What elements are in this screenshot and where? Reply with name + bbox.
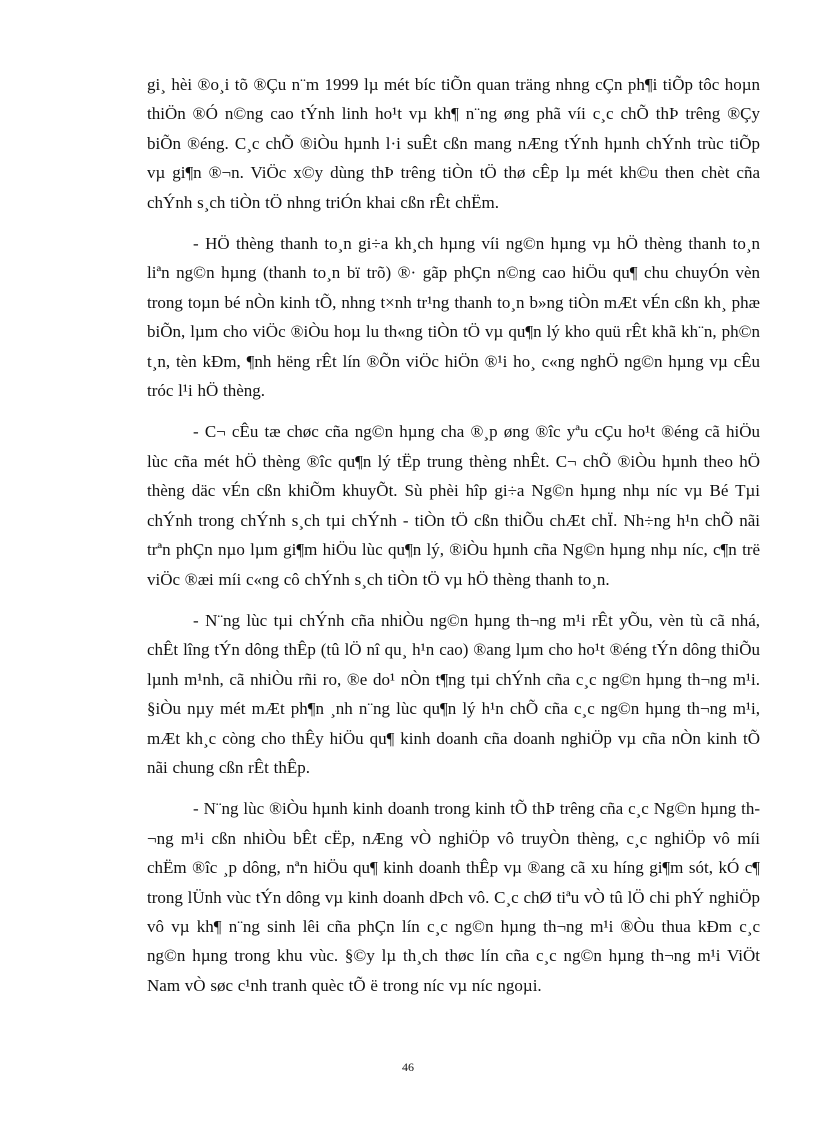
paragraph-business-capacity: - N¨ng lùc ®iÒu hµnh kinh doanh trong kinh tÕ thÞ trêng cña c¸c Ng©n hµng th¬ng m¹i cßn nhiÒu bÊt cËp, nÆng vÒ nghiÖp vô truyÒn thèng, c¸c nghiÖp vô míi chËm ®îc ¸p dông, nªn hiÖu qu¶ kinh doanh thÊp vµ ®ang cã xu híng gi¶m sót, kÓ c¶ trong lÜnh vùc tÝn dông vµ kinh doanh dÞch vô. C¸c chØ tiªu vÒ tû lÖ chi phÝ nghiÖp vô vµ kh¶ n¨ng sinh lêi cña phÇn lín c¸c ng©n hµng th¬ng m¹i ®Òu thua kÐm c¸c ng©n hµng trong khu vùc. §©y lµ th¸ch thøc lín cña c¸c ng©n hµng th¬ng m¹i ViÖt Nam vÒ søc c¹nh tranh quèc tÕ ë trong níc vµ níc ngoµi.: [147, 799, 760, 995]
paragraph-continuation: gi¸ hèi ®o¸i tõ ®Çu n¨m 1999 lµ mét bíc tiÕn quan träng nhng cÇn ph¶i tiÕp tôc hoµn thiÖn ®Ó n©ng cao tÝnh linh ho¹t vµ kh¶ n¨ng øng phã víi c¸c chÕ thÞ trêng ®Çy biÕn ®éng. C¸c chÕ ®iÒu hµnh l·i suÊt cßn mang nÆng tÝnh hµnh chÝnh trùc tiÕp vµ gi¶n ®¬n. ViÖc x©y dùng thÞ trêng tiÒn tÖ thø cÊp lµ mét kh©u then chèt cña chÝnh s¸ch tiÒn tÖ nhng triÓn khai cßn rÊt chËm.: [147, 75, 760, 212]
page-number: 46: [402, 1060, 414, 1074]
page-body: [147, 70, 760, 1012]
paragraph-bank-structure: - C¬ cÊu tæ chøc cña ng©n hµng cha ®¸p øng ®îc yªu cÇu ho¹t ®éng cã hiÖu lùc cña mét hÖ thèng ®îc qu¶n lý tËp trung thèng nhÊt. C¬ chÕ ®iÒu hµnh theo hÖ thèng däc vÉn cßn khiÕm khuyÕt. Sù phèi hîp gi÷a Ng©n hµng nhµ níc vµ Bé Tµi chÝnh trong chÝnh s¸ch tµi chÝnh - tiÒn tÖ cßn thiÕu chÆt chÏ. Nh÷ng h¹n chÕ nãi trªn phÇn nµo lµm gi¶m hiÖu lùc qu¶n lý, ®iÒu hµnh cña Ng©n hµng nhµ níc, c¶n trë viÖc ®æi míi c«ng cô chÝnh s¸ch tiÒn tÖ vµ hÖ thèng thanh to¸n.: [147, 422, 760, 589]
paragraph-payment-system: - HÖ thèng thanh to¸n gi÷a kh¸ch hµng víi ng©n hµng vµ hÖ thèng thanh to¸n liªn ng©n hµng (thanh to¸n bï trõ) ®· gãp phÇn n©ng cao hiÖu qu¶ chu chuyÓn vèn trong toµn bé nÒn kinh tÕ, nhng t×nh tr¹ng thanh to¸n b»ng tiÒn mÆt vÉn cßn kh¸ phæ biÕn, lµm cho viÖc ®iÒu hoµ lu th«ng tiÒn tÖ vµ qu¶n lý kho quü rÊt khã kh¨n, ph©n t¸n, tèn kÐm, ¶nh hëng rÊt lín ®Õn viÖc hiÖn ®¹i ho¸ c«ng nghÖ ng©n hµng vµ cÊu tróc l¹i hÖ thèng.: [147, 234, 760, 401]
paragraph-financial-capacity: - N¨ng lùc tµi chÝnh cña nhiÒu ng©n hµng th¬ng m¹i rÊt yÕu, vèn tù cã nhá, chÊt lîng tÝn dông thÊp (tû lÖ nî qu¸ h¹n cao) ®ang lµm cho ho¹t ®éng tÝn dông thiÕu lµnh m¹nh, cã nhiÒu rñi ro, ®e do¹ nÒn t¶ng tµi chÝnh cña c¸c ng©n hµng th¬ng m¹i. §iÒu nµy mét mÆt ph¶n ¸nh n¨ng lùc qu¶n lý h¹n chÕ cña c¸c ng©n hµng th¬ng m¹i, mÆt kh¸c còng cho thÊy hiÖu qu¶ kinh doanh cña doanh nghiÖp vµ cña nÒn kinh tÕ nãi chung cßn rÊt thÊp.: [147, 610, 760, 777]
